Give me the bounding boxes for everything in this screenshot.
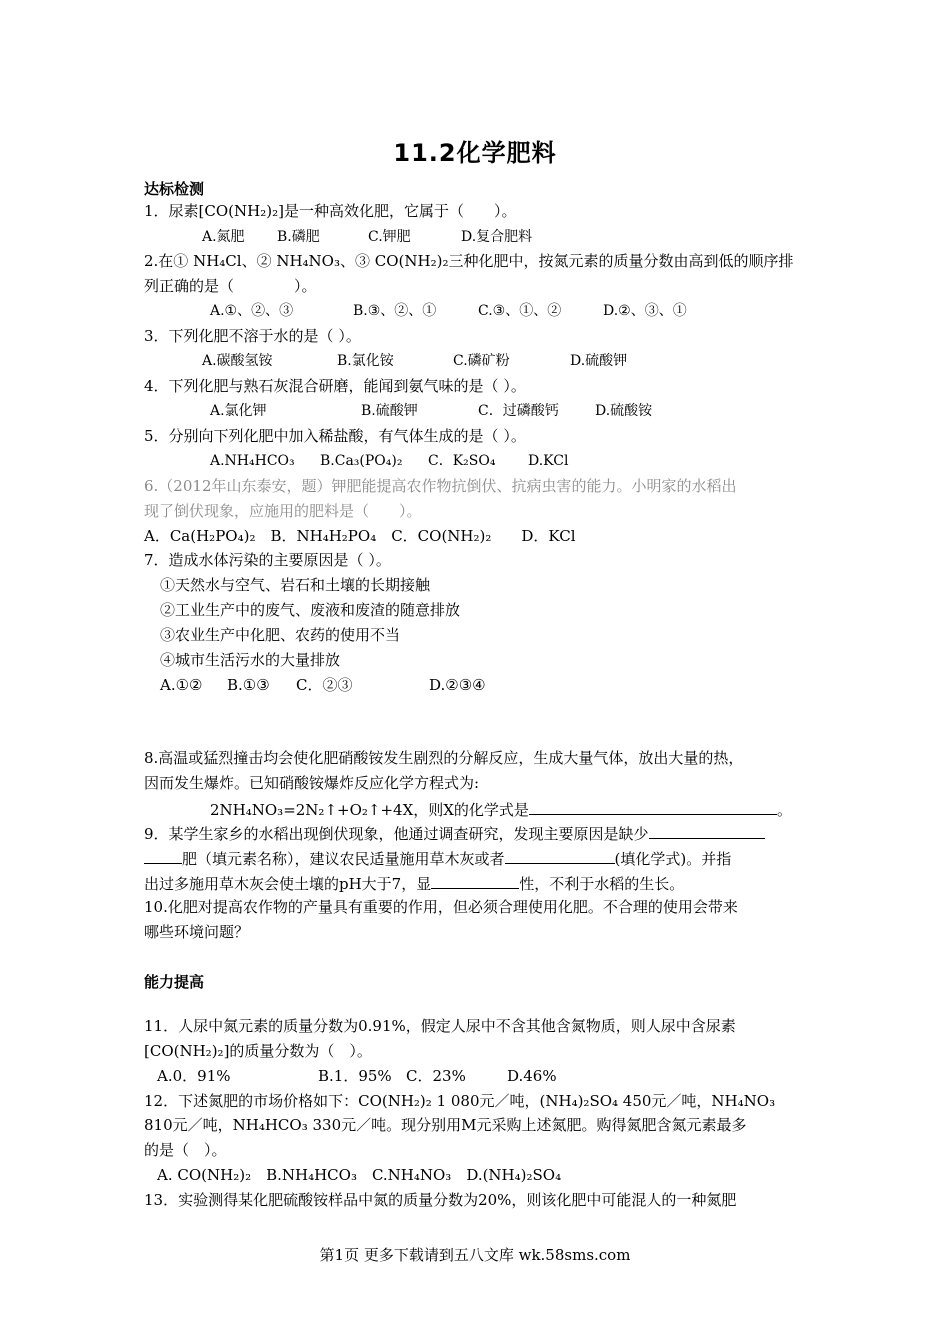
question-6-line-2: 现了倒伏现象，应施用的肥料是（ ）。 <box>144 502 422 520</box>
question-6-line-1: 6.（2012年山东泰安，题）钾肥能提高农作物抗倒伏、抗病虫害的能力。小明家的水稻出 <box>144 477 737 495</box>
q2-option-c: C.③、①、② <box>478 303 562 319</box>
q3-option-a: A.碳酸氢铵 <box>202 353 273 369</box>
q5-option-d: D.KCl <box>528 453 569 469</box>
question-11-line-2: [CO(NH₂)₂]的质量分数为（ ）。 <box>144 1042 372 1060</box>
question-1-stem: 1．尿素[CO(NH₂)₂]是一种高效化肥，它属于（ ）。 <box>144 202 517 220</box>
question-12-options: A. CO(NH₂)₂ B.NH₄HCO₃ C.NH₄NO₃ D.(NH₄)₂SO₄ <box>157 1166 562 1184</box>
question-5-stem: 5．分别向下列化肥中加入稀盐酸，有气体生成的是（ ）。 <box>144 427 526 445</box>
q9-line-3a-text: 出过多施用草木灰会使土壤的pH大于7，显 <box>144 875 432 893</box>
page-title: 11.2化学肥料 <box>393 139 557 167</box>
q1-option-b: B.磷肥 <box>277 229 320 245</box>
page-footer: 第1页 更多下载请到五八文库 wk.58sms.com <box>319 1246 631 1264</box>
q11-option-b: B.1．95% <box>318 1067 392 1085</box>
q3-option-b: B.氯化铵 <box>337 353 394 369</box>
question-2-line-2: 列正确的是（ ）。 <box>144 277 317 295</box>
section-heading-ability: 能力提高 <box>144 973 205 991</box>
question-9-line-3 <box>144 872 684 894</box>
question-8-equation <box>210 798 792 820</box>
question-6-options: A．Ca(H₂PO₄)₂ B．NH₄H₂PO₄ C．CO(NH₂)₂ D．KCl <box>144 527 576 545</box>
q7-item-4: ④城市生活污水的大量排放 <box>160 651 341 669</box>
question-10-line-2: 哪些环境问题？ <box>144 923 250 941</box>
question-12-line-2: 810元／吨，NH₄HCO₃ 330元／吨。现分别用M元采购上述氮肥。购得氮肥含氮元素最多 <box>144 1116 747 1134</box>
q7-option-d: D.②③④ <box>429 676 486 694</box>
question-3-stem: 3．下列化肥不溶于水的是（ ）。 <box>144 327 361 345</box>
question-8-line-2: 因而发生爆炸。已知硝酸铵爆炸反应化学方程式为: <box>144 774 480 792</box>
question-13-line-1: 13．实验测得某化肥硫酸铵样品中氮的质量分数为20%，则该化肥中可能混人的一种氮肥 <box>144 1191 737 1209</box>
q5-option-b: B.Ca₃(PO₄)₂ <box>320 453 403 469</box>
question-12-line-1: 12．下述氮肥的市场价格如下：CO(NH₂)₂ 1 080元／吨，(NH₄)₂SO₄ 450元／吨，NH₄NO₃ <box>144 1092 776 1110</box>
q5-option-c: C．K₂SO₄ <box>428 453 496 469</box>
q7-option-b: B.①③ <box>227 676 270 694</box>
q5-option-a: A.NH₄HCO₃ <box>210 453 295 469</box>
question-8-line-1: 8.高温或猛烈撞击均会使化肥硝酸铵发生剧烈的分解反应，生成大量气体，放出大量的热， <box>144 749 744 767</box>
q2-option-a: A.①、②、③ <box>210 303 294 319</box>
question-2-line-1: 2.在① NH₄Cl、② NH₄NO₃、③ CO(NH₂)₂三种化肥中，按氮元素的质量分数由高到低的顺序排 <box>144 252 794 270</box>
q1-option-d: D.复合肥料 <box>461 229 533 245</box>
q9-blank-3[interactable] <box>431 872 519 889</box>
question-11-line-1: 11．人尿中氮元素的质量分数为0.91%，假定人尿中不含其他含氮物质，则人尿中含尿素 <box>144 1017 736 1035</box>
q8-equation-end: 。 <box>776 801 792 819</box>
q7-item-3: ③农业生产中化肥、农药的使用不当 <box>160 626 401 644</box>
section-heading-standard-test: 达标检测 <box>144 180 205 198</box>
q2-option-b: B.③、②、① <box>353 303 437 319</box>
question-12-line-3: 的是（ ）。 <box>144 1141 227 1159</box>
q9-blank-1a[interactable] <box>649 822 765 839</box>
question-9-line-2 <box>144 847 731 869</box>
q9-line-1-text: 9．某学生家乡的水稻出现倒伏现象，他通过调查研究，发现主要原因是缺少 <box>144 825 649 843</box>
q3-option-c: C.磷矿粉 <box>453 353 510 369</box>
q3-option-d: D.硫酸钾 <box>570 353 628 369</box>
q7-item-1: ①天然水与空气、岩石和土壤的长期接触 <box>160 576 431 594</box>
question-9-line-1 <box>144 822 765 844</box>
q9-line-2a-text: 肥（填元素名称），建议农民适量施用草木灰或者 <box>182 850 505 868</box>
q9-blank-2[interactable] <box>505 847 615 864</box>
q7-option-a: A.①② <box>160 676 203 694</box>
question-7-stem: 7．造成水体污染的主要原因是（ ）。 <box>144 551 391 569</box>
q1-option-c: C.钾肥 <box>368 229 411 245</box>
q4-option-b: B.硫酸钾 <box>361 403 418 419</box>
q2-option-d: D.②、③、① <box>603 303 687 319</box>
q1-option-a: A.氮肥 <box>202 229 245 245</box>
q11-option-c: C．23% <box>406 1067 466 1085</box>
q8-answer-blank[interactable] <box>529 798 777 815</box>
q11-option-a: A.0．91% <box>157 1067 231 1085</box>
question-10-line-1: 10.化肥对提高农作物的产量具有重要的作用，但必须合理使用化肥。不合理的使用会带来 <box>144 898 738 916</box>
q7-option-c: C．②③ <box>296 676 353 694</box>
q9-blank-1b[interactable] <box>144 847 182 864</box>
q11-option-d: D.46% <box>507 1067 557 1085</box>
q4-option-c: C．过磷酸钙 <box>478 403 559 419</box>
q4-option-a: A.氯化钾 <box>210 403 267 419</box>
q9-line-3b-text: 性，不利于水稻的生长。 <box>519 875 685 893</box>
q9-line-2b-text: (填化学式)。并指 <box>614 850 732 868</box>
q7-item-2: ②工业生产中的废气、废液和废渣的随意排放 <box>160 601 461 619</box>
q4-option-d: D.硫酸铵 <box>595 403 653 419</box>
q8-equation-text: 2NH₄NO₃=2N₂↑+O₂↑+4X，则X的化学式是 <box>210 801 529 819</box>
question-4-stem: 4．下列化肥与熟石灰混合研磨，能闻到氨气味的是（ ）。 <box>144 377 526 395</box>
